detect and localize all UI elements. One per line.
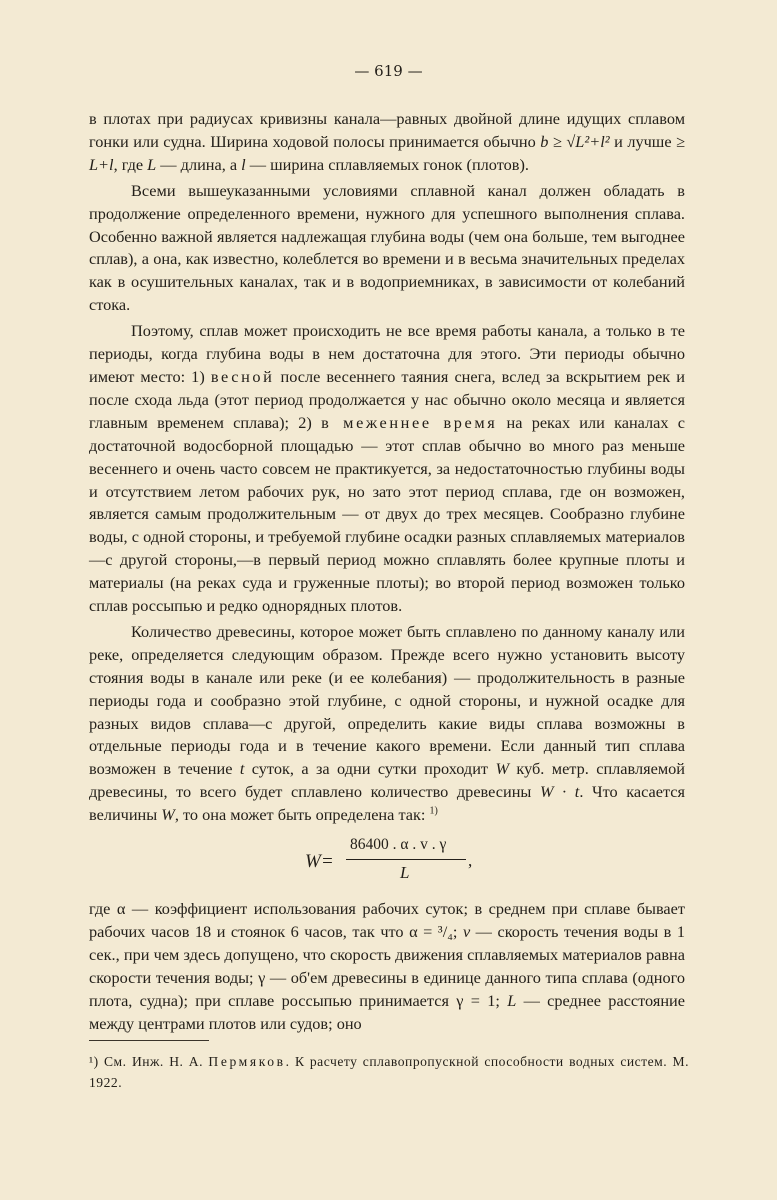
variable: W <box>495 759 509 779</box>
paragraph: где α — коэффициент использования рабочих суток; в среднем при сплаве бывает рабочих часов 18 и стоянок 6 часов, так что α = ³/₄; v — скорость течения воды в 1 сек., при чем здесь допущено, что скорость движения сплавляемых материалов равна скорости течения воды; γ — об'ем древесины в единице данного типа сплава (одного плота, судна); при сплаве россыпью принимается γ = 1; L — среднее расстояние между центрами плотов или судов; оно <box>89 899 686 1033</box>
footnote: ¹) См. Инж. Н. А. Пермяков. К расчету сплавопропускной способности водных систем. М. 1922. <box>89 1054 690 1090</box>
formula-denominator: L <box>400 863 410 882</box>
paragraph-continuation: в плотах при радиусах кривизны канала—равных двойной длине идущих сплавом гонки или судна. Ширина ходовой полосы принимается обычно b ≥ √L²+l² и лучше ≥ L+l, где L — длина, а l — ширина сплавляемых гонок (плотов). <box>89 109 685 174</box>
variable: L <box>507 990 517 1010</box>
formula-comma: , <box>468 851 473 870</box>
variable: v <box>462 921 471 941</box>
footnote-reference: 1) <box>429 805 438 817</box>
formula-lhs: W= <box>305 851 334 872</box>
paragraph: Всеми вышеуказанными условиями сплавной канал должен обладать в продолжение определенного времени, нужного для успешного выполнения сплава. Особенно важной является надлежащая глубина воды (чем она больше, тем выгоднее сплав), а она, как известно, колеблется во времени и в весьма значительных пределах как в осушительных каналах, так и в водоприемниках, в зависимости от колебаний стока. <box>89 180 685 315</box>
formula-inline: ≥ L+l <box>89 131 685 174</box>
formula-numerator: 86400 . α . v . γ <box>350 836 447 853</box>
variable: W <box>161 805 175 825</box>
display-formula <box>300 836 520 887</box>
variable: t <box>239 759 245 779</box>
page-number: — 619 — <box>354 62 423 80</box>
emphasis: в меженнее время <box>321 412 498 432</box>
variable: W · t <box>539 782 580 802</box>
paragraph: Количество древесины, которое может быть сплавлено по данному каналу или реке, определяется следующим образом. Прежде всего нужно установить высоту стояния воды в канале или реке (и ее колебания) — продолжительность в разные периоды года и сообразно этой глубине, с одной стороны, и нужной осадке для разных видов сплава—с другой, определить какие виды сплава возможны в отдельные периоды года и в течение какого времени. Если данный тип сплава возможен в течение t суток, а за одни сутки проходит W куб. метр. сплавляемой древесины, то всего будет сплавлено количество древесины W · t. Что касается величины W, то она может быть определена так: $^{1)}$ <box>89 621 686 825</box>
paragraph: Поэтому, сплав может происходить не все время работы канала, а только в те периоды, когда глубина воды в нем достаточна для этого. Эти периоды обычно имеют место: 1) весной после весеннего таяния снега, вслед за вскрытием рек и после схода льда (этот период продолжается у нас обычно около месяца и является главным временем сплава); 2) в меженнее время на реках или каналах с достаточной водосборной площадью — этот сплав обычно во много раз меньше весеннего и очень часто совсем не практикуется, за недостаточностью глубины воды и отсутствием летом рабочих рук, но зато этот период сплава, где он возможен, является самым продолжительным — от двух до трех месяцев. Сообразно глубине воды, с одной стороны, и требуемой глубине осадки разных сплавляемых материалов—с другой стороны,—в первый период можно сплавлять более крупные плоты и материалы (на реках суда и груженные плоты); во второй период возможен только сплав россыпью и редко однорядных плотов. <box>89 321 685 616</box>
body-text <box>89 108 685 827</box>
body-text-after-formula <box>89 898 685 1035</box>
formula-inline: b ≥ √L²+l² <box>540 131 610 151</box>
variable: L <box>147 154 157 174</box>
emphasis: весной <box>210 366 275 386</box>
variable: l <box>241 154 246 174</box>
fraction-bar <box>346 859 466 860</box>
footnote-author: Пермяков <box>208 1054 286 1069</box>
footnote-rule <box>89 1040 209 1041</box>
footnote-mark: ¹) <box>89 1054 99 1069</box>
